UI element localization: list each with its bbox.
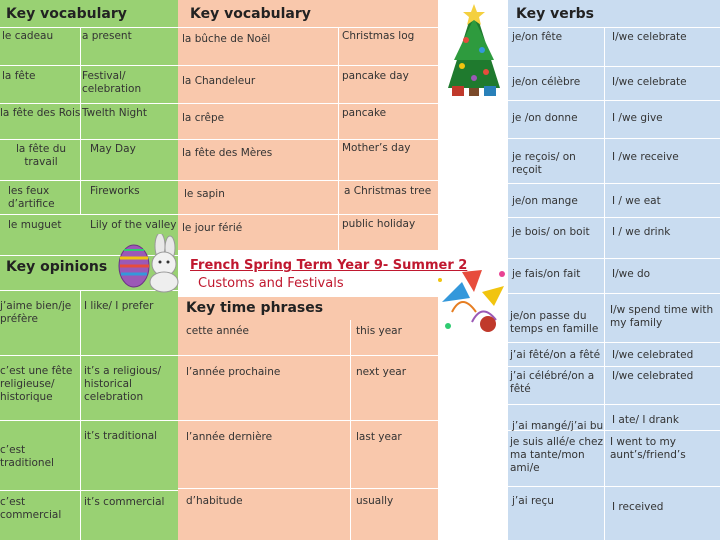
vocab1-en-2: Twelth Night bbox=[82, 107, 147, 119]
verb-en-8: I/we celebrated bbox=[612, 349, 694, 361]
verb-fr-8: j’ai fêté/on a fêté bbox=[510, 349, 601, 361]
time-en-1: next year bbox=[356, 366, 407, 378]
opinion-en-0: I like/ I prefer bbox=[84, 300, 154, 312]
vocab1-en-3: May Day bbox=[90, 143, 136, 155]
opinion-fr-3: c’est commercial bbox=[0, 496, 62, 521]
vocab1-en-5: Lily of the valley bbox=[90, 219, 177, 231]
opinion-en-1: it’s a religious/ historical celebration bbox=[84, 365, 162, 403]
verb-en-9: I/we celebrated bbox=[612, 370, 694, 382]
time-en-2: last year bbox=[356, 431, 402, 443]
verb-en-6: I/we do bbox=[612, 268, 651, 280]
page-subtitle: Customs and Festivals bbox=[198, 276, 344, 291]
time-fr-2: l’année dernière bbox=[186, 431, 273, 443]
vocab2-en-2: pancake bbox=[342, 107, 387, 119]
opinion-fr-0: j’aime bien/je préfère bbox=[0, 300, 72, 325]
vocab2-en-3: Mother’s day bbox=[342, 142, 411, 154]
verb-fr-4: je/on mange bbox=[512, 195, 578, 207]
verb-en-0: I/we celebrate bbox=[612, 31, 687, 43]
verb-en-3: I /we receive bbox=[612, 151, 679, 163]
verb-en-11: I went to my aunt’s/friend’s bbox=[610, 436, 686, 461]
vocab1-fr-2: la fête des Rois bbox=[0, 107, 81, 119]
verb-en-1: I/we celebrate bbox=[612, 76, 687, 88]
verb-en-2: I /we give bbox=[612, 112, 663, 124]
verb-en-5: I / we drink bbox=[612, 226, 671, 238]
verb-fr-7: je/on passe du temps en famille bbox=[510, 310, 599, 335]
verb-fr-1: je/on célèbre bbox=[512, 76, 581, 88]
time-header: Key time phrases bbox=[186, 300, 324, 316]
vocab2-fr-5: le jour férié bbox=[182, 222, 243, 234]
time-fr-3: d’habitude bbox=[186, 495, 243, 507]
page-title: French Spring Term Year 9- Summer 2 bbox=[190, 258, 468, 273]
vocab2-fr-2: la crêpe bbox=[182, 112, 225, 124]
time-fr-1: l’année prochaine bbox=[186, 366, 281, 378]
verb-fr-5: je bois/ on boit bbox=[512, 226, 590, 238]
party-illustration bbox=[432, 262, 512, 342]
opinion-fr-1: c’est une fête religieuse/ historique bbox=[0, 365, 73, 403]
verb-en-12: I received bbox=[612, 501, 664, 513]
verb-fr-0: je/on fête bbox=[512, 31, 563, 43]
vocab1-fr-1: la fête bbox=[2, 70, 36, 82]
verb-fr-9: j’ai célébré/on a fêté bbox=[510, 370, 595, 395]
vocab1-fr-3: la fête du travail bbox=[15, 143, 67, 168]
opinion-en-3: it’s commercial bbox=[84, 496, 165, 508]
vocab1-fr-0: le cadeau bbox=[2, 30, 54, 42]
vocab2-header: Key vocabulary bbox=[190, 6, 311, 22]
verb-fr-6: je fais/on fait bbox=[512, 268, 581, 280]
verb-fr-2: je /on donne bbox=[512, 112, 578, 124]
verb-fr-11: je suis allé/e chez ma tante/mon ami/e bbox=[510, 436, 604, 474]
vocab2-en-5: public holiday bbox=[342, 218, 416, 230]
vocab2-fr-1: la Chandeleur bbox=[182, 75, 256, 87]
verbs-header: Key verbs bbox=[516, 6, 594, 22]
vocab2-en-4: a Christmas tree bbox=[344, 185, 432, 197]
vocab1-header: Key vocabulary bbox=[6, 6, 127, 22]
vocab1-fr-4: les feux d’artifice bbox=[8, 185, 55, 210]
verb-fr-10: j’ai mangé/j’ai bu bbox=[512, 420, 604, 432]
opinion-fr-2: c’est traditionel bbox=[0, 444, 54, 469]
time-en-0: this year bbox=[356, 325, 402, 337]
vocab2-fr-0: la bûche de Noël bbox=[182, 33, 271, 45]
vocab1-fr-5: le muguet bbox=[8, 219, 62, 231]
vocab2-en-1: pancake day bbox=[342, 70, 409, 82]
vocab2-fr-3: la fête des Mères bbox=[182, 147, 273, 159]
vocab2-fr-4: le sapin bbox=[184, 188, 225, 200]
opinions-header: Key opinions bbox=[6, 259, 108, 275]
verb-fr-3: je reçois/ on reçoit bbox=[512, 151, 576, 176]
opinion-en-2: it’s traditional bbox=[84, 430, 158, 442]
vocab1-en-0: a present bbox=[82, 30, 132, 42]
verb-en-10: I ate/ I drank bbox=[612, 414, 679, 426]
vocab2-en-0: Christmas log bbox=[342, 30, 415, 42]
christmas-tree-illustration bbox=[436, 0, 512, 100]
vocab1-en-1: Festival/ celebration bbox=[82, 70, 142, 95]
vocab1-en-4: Fireworks bbox=[90, 185, 140, 197]
time-fr-0: cette année bbox=[186, 325, 249, 337]
easter-bunny-illustration bbox=[112, 234, 182, 294]
time-en-3: usually bbox=[356, 495, 394, 507]
verb-en-4: I / we eat bbox=[612, 195, 661, 207]
verb-en-7: I/w spend time with my family bbox=[610, 304, 714, 329]
verb-fr-12: j’ai reçu bbox=[512, 495, 554, 507]
